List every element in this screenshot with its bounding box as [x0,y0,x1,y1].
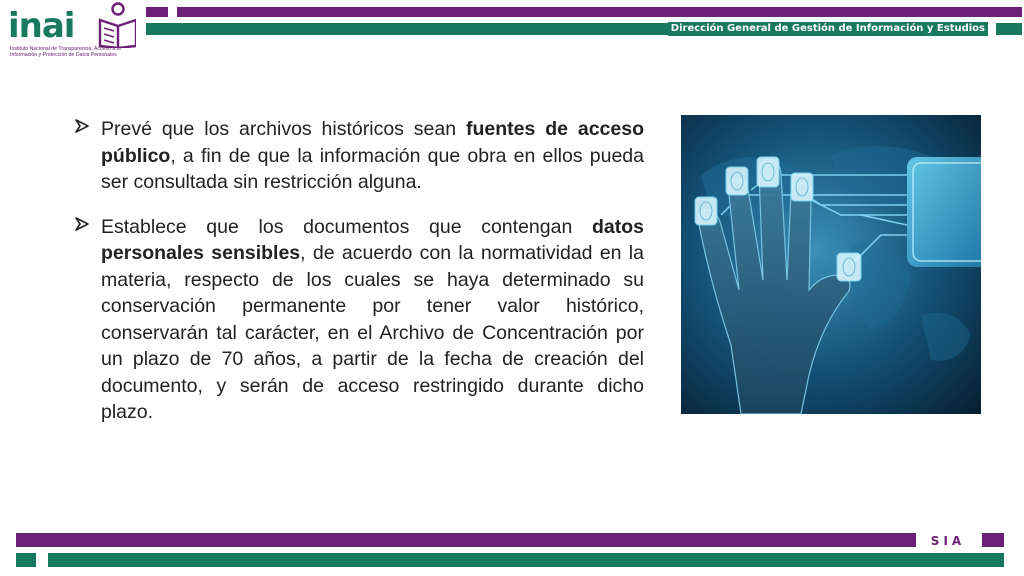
inai-logo [8,2,138,64]
paragraph-bold: fuentes de acceso público [101,118,644,167]
paragraph-text: Prevé que los archivos históricos sean [101,118,466,140]
bullet-paragraph [74,214,644,426]
logo-figure-icon [92,2,136,48]
department-label: Dirección General de Gestión de Información y Estudios [668,22,988,36]
footer-bar-green-small [16,553,36,567]
fingerprint-hand-image [681,115,981,414]
footer-bar-green [48,553,1004,567]
paragraph-text: , de acuerdo con la normatividad en la materia, respecto de los cuales se haya determinado su conservación permanente por tener valor histórico, conservarán tal carácter, en el Archivo de Concentración por un plazo de 70 años, a partir de la fecha de creación del documento, y serán de acceso restringido durante dicho plazo. [101,242,644,423]
header-bar-purple [177,7,1022,17]
arrow-bullet-icon [74,118,90,134]
footer-label: SIA [930,534,966,548]
footer-bar-purple [16,533,916,547]
arrow-bullet-icon [74,216,90,232]
paragraph-text: Establece que los documentos que contengan [101,215,592,238]
hand-illustration [681,115,981,414]
slide-content [74,116,644,444]
paragraph-text: , a fin de que la información que obra en ellos pueda ser consultada sin restricción alguna. [101,144,644,193]
header-bar-purple-small [146,7,168,17]
bullet-paragraph [74,116,644,196]
header-bar-green-small [996,23,1022,35]
logo-wordmark: inai [8,6,75,46]
footer-bar-purple-small [982,533,1004,547]
logo-subtitle: Instituto Nacional de Transparencia, Acceso a la Información y Protección de Datos Personales [10,46,121,58]
paragraph-bold: datos personales sensibles [101,215,644,264]
